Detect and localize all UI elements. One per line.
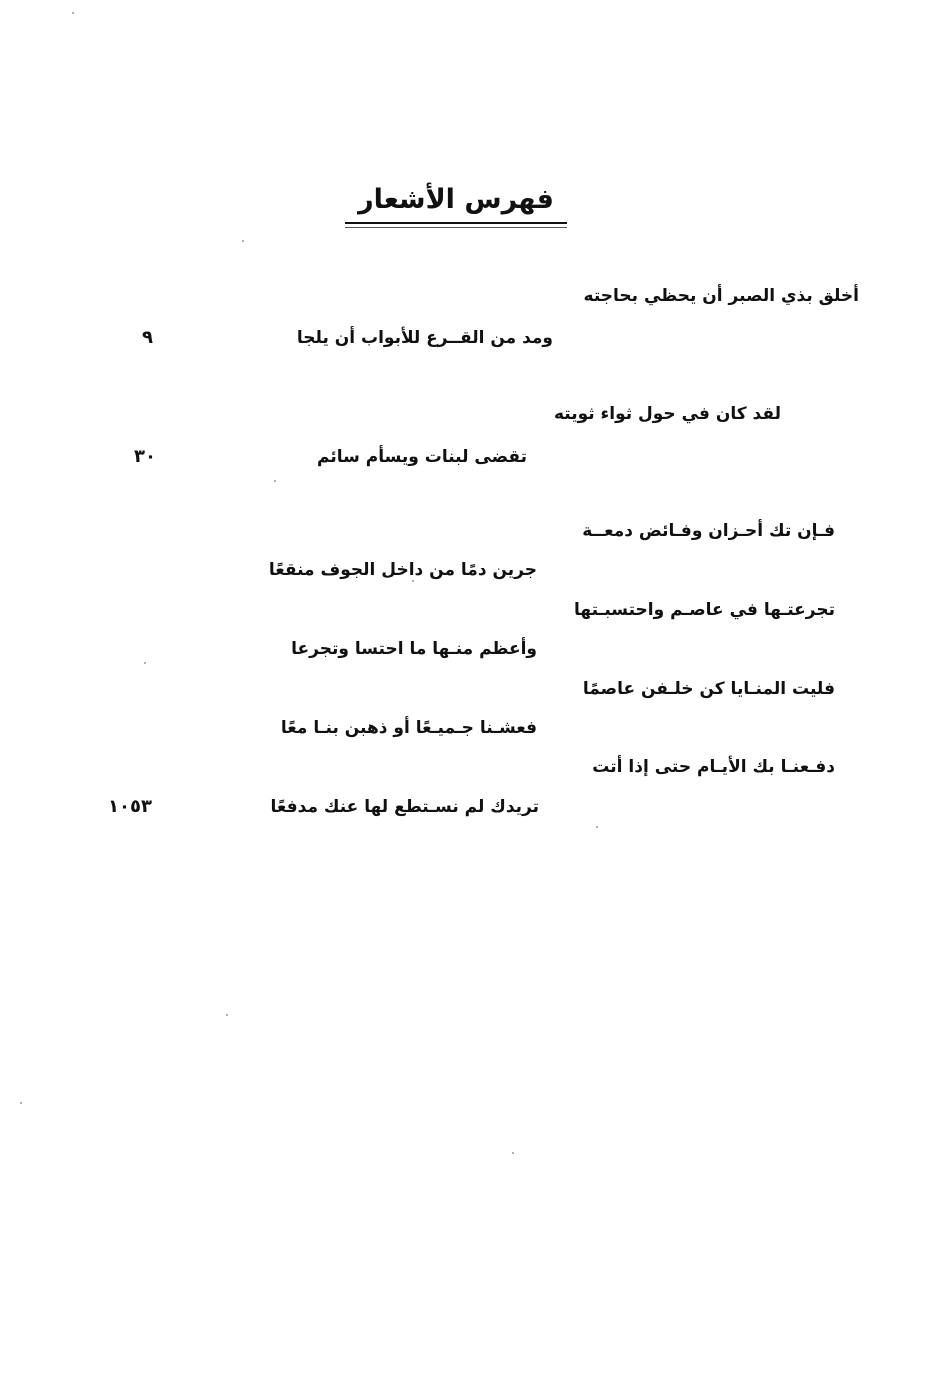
title-underline [345,222,567,224]
scan-speck [274,480,276,482]
verse-line: وأعظم منـها ما احتسا وتجرعا [291,639,537,659]
verse-line: تجرعتـها في عاصـم واحتسبـتها [573,600,835,620]
page-title: فهرس الأشعار [358,184,554,215]
verse-line: فعشـنا جـميـعًا أو ذهبن بنـا معًا [280,718,537,738]
scan-speck [512,1152,514,1154]
verse-line: لقد كان في حول ثواء ثويته [553,404,781,424]
verse-line: تقضى لبنات ويسأم سائم [317,447,527,467]
scan-speck [242,240,244,242]
scan-speck [226,1014,228,1016]
scan-speck [412,580,414,582]
verse-line: أخلق بذي الصبر أن يحظي بحاجته [583,286,859,306]
scan-speck [20,1102,22,1104]
verse-line: فليت المنـايا كن خلـفن عاصمًا [582,679,835,699]
verse-line: تريدك لم نسـتطع لها عنك مدفعًا [270,797,539,817]
title-block [345,180,567,220]
verse-line: دفـعنـا بك الأيـام حتى إذا أتت [592,757,835,777]
scan-speck [72,12,74,14]
page-number: ٣٠ [134,446,156,467]
verse-line: جرين دمًا من داخل الجوف منقعًا [268,560,537,580]
title-underline-secondary [345,227,567,228]
scan-speck [596,826,598,828]
verse-line: فـإن تك أحـزان وفـائض دمعــة [582,521,835,541]
verse-line: ومد من القــرع للأبواب أن يلجا [296,328,553,348]
page-number: ٩ [142,327,153,348]
page-number: ١٠٥٣ [108,796,152,817]
scan-speck [144,662,146,664]
